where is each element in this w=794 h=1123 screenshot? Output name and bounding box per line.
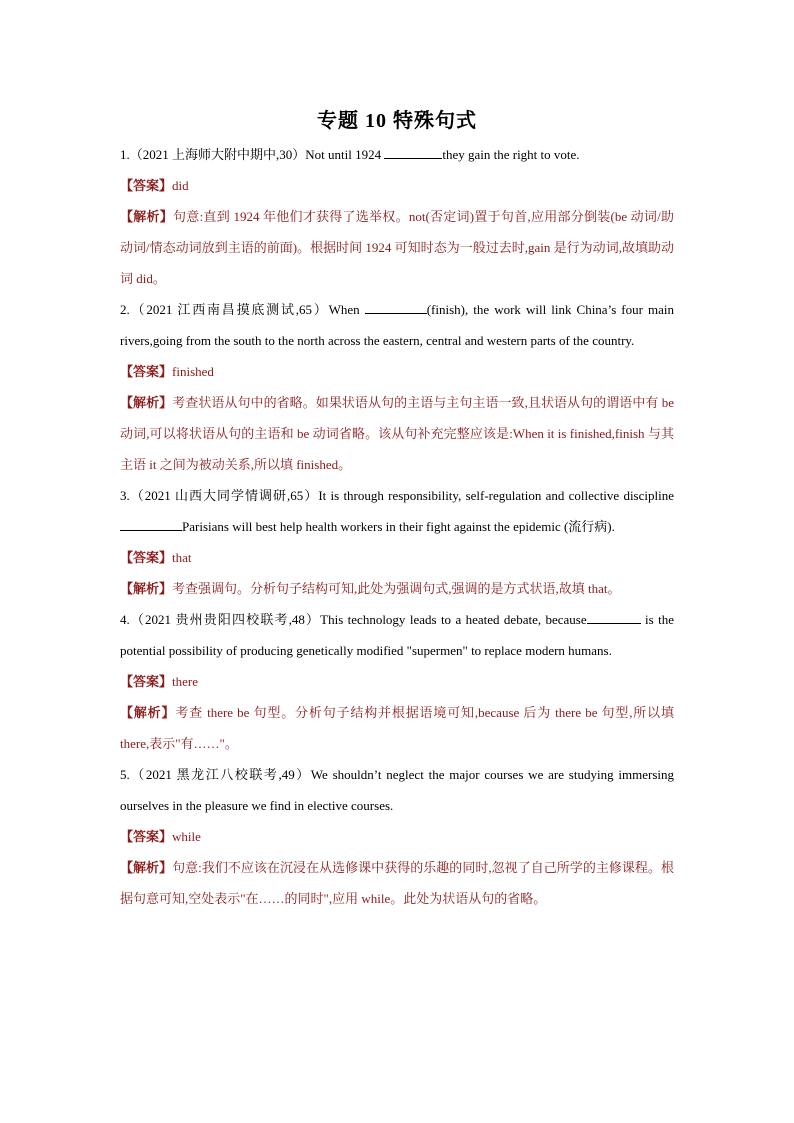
answer-2-value: finished: [172, 364, 214, 379]
question-3-stem-before: 3.（2021 山西大同学情调研,65）It is through responsibility, self-regulation and collective discipline: [120, 488, 674, 503]
explanation-2-text: 考查状语从句中的省略。如果状语从句的主语与主句主语一致,且状语从句的谓语中有 be 动词,可以将状语从句的主语和 be 动词省略。该从句补充完整应该是:When it is finished,finish 与其主语 it 之间为被动关系,所以填 finished。: [120, 395, 674, 472]
answer-blank: [120, 516, 182, 531]
document-page: [120, 96, 674, 914]
explanation-3: [120, 573, 674, 604]
question-2: [120, 294, 674, 356]
answer-tag: 【答案】: [120, 674, 173, 689]
explanation-1-text: 句意:直到 1924 年他们才获得了选举权。not(否定词)置于句首,应用部分倒装(be 动词/助动词/情态动词放到主语的前面)。根据时间 1924 可知时态为一般过去时,gain 是行为动词,故填助动词 did。: [120, 209, 674, 286]
question-5: [120, 759, 674, 821]
explanation-tag: 【解析】: [120, 581, 173, 596]
question-4-stem-after: is the potential possibility of producing genetically modified "supermen" to replace modern humans.: [120, 612, 675, 658]
answer-tag: 【答案】: [120, 550, 173, 565]
answer-2: [120, 356, 674, 387]
question-1: [120, 139, 674, 170]
question-4: [120, 604, 674, 666]
answer-tag: 【答案】: [120, 364, 173, 379]
question-3-stem-after: Parisians will best help health workers in their fight against the epidemic (流行病).: [182, 519, 615, 534]
answer-4-value: there: [172, 674, 198, 689]
explanation-4: [120, 697, 674, 759]
answer-tag: 【答案】: [120, 178, 173, 193]
answer-tag: 【答案】: [120, 829, 173, 844]
answer-1-value: did: [172, 178, 189, 193]
answer-5: [120, 821, 674, 852]
question-1-stem-after: they gain the right to vote.: [442, 147, 580, 162]
answer-3-value: that: [172, 550, 192, 565]
explanation-tag: 【解析】: [120, 860, 173, 875]
explanation-tag: 【解析】: [120, 705, 176, 720]
answer-5-value: while: [172, 829, 201, 844]
explanation-5-text: 句意:我们不应该在沉浸在从选修课中获得的乐趣的同时,忽视了自己所学的主修课程。根据句意可知,空处表示"在……的同时",应用 while。此处为状语从句的省略。: [120, 860, 674, 906]
question-2-stem-before: 2.（2021 江西南昌摸底测试,65）When: [120, 302, 365, 317]
question-3: [120, 480, 674, 542]
question-5-stem-before: 5.（2021 黑龙江八校联考,49）We shouldn’t neglect the major courses we are studying immersing ourselves in the pleasure we find in elective courses.: [120, 767, 674, 813]
answer-blank: [384, 144, 442, 159]
question-4-stem-before: 4.（2021 贵州贵阳四校联考,48）This technology leads to a heated debate, because: [120, 612, 587, 627]
explanation-tag: 【解析】: [120, 209, 174, 224]
explanation-1: [120, 201, 674, 294]
page-title: 专题 10 特殊句式: [317, 110, 477, 132]
question-2-stem-after: (finish), the work will link China’s four main rivers,going from the south to the north across the eastern, central and western parts of the country.: [120, 302, 674, 348]
answer-blank: [587, 609, 641, 624]
explanation-4-text: 考查 there be 句型。分析句子结构并根据语境可知,because 后为 there be 句型,所以填 there,表示"有……"。: [120, 705, 674, 751]
answer-3: [120, 542, 674, 573]
answer-1: [120, 170, 674, 201]
explanation-3-text: 考查强调句。分析句子结构可知,此处为强调句式,强调的是方式状语,故填 that。: [172, 581, 621, 596]
explanation-tag: 【解析】: [120, 395, 173, 410]
question-1-stem-before: 1.（2021 上海师大附中期中,30）Not until 1924: [120, 147, 385, 162]
explanation-5: [120, 852, 674, 914]
answer-blank: [365, 299, 427, 314]
explanation-2: [120, 387, 674, 480]
answer-4: [120, 666, 674, 697]
